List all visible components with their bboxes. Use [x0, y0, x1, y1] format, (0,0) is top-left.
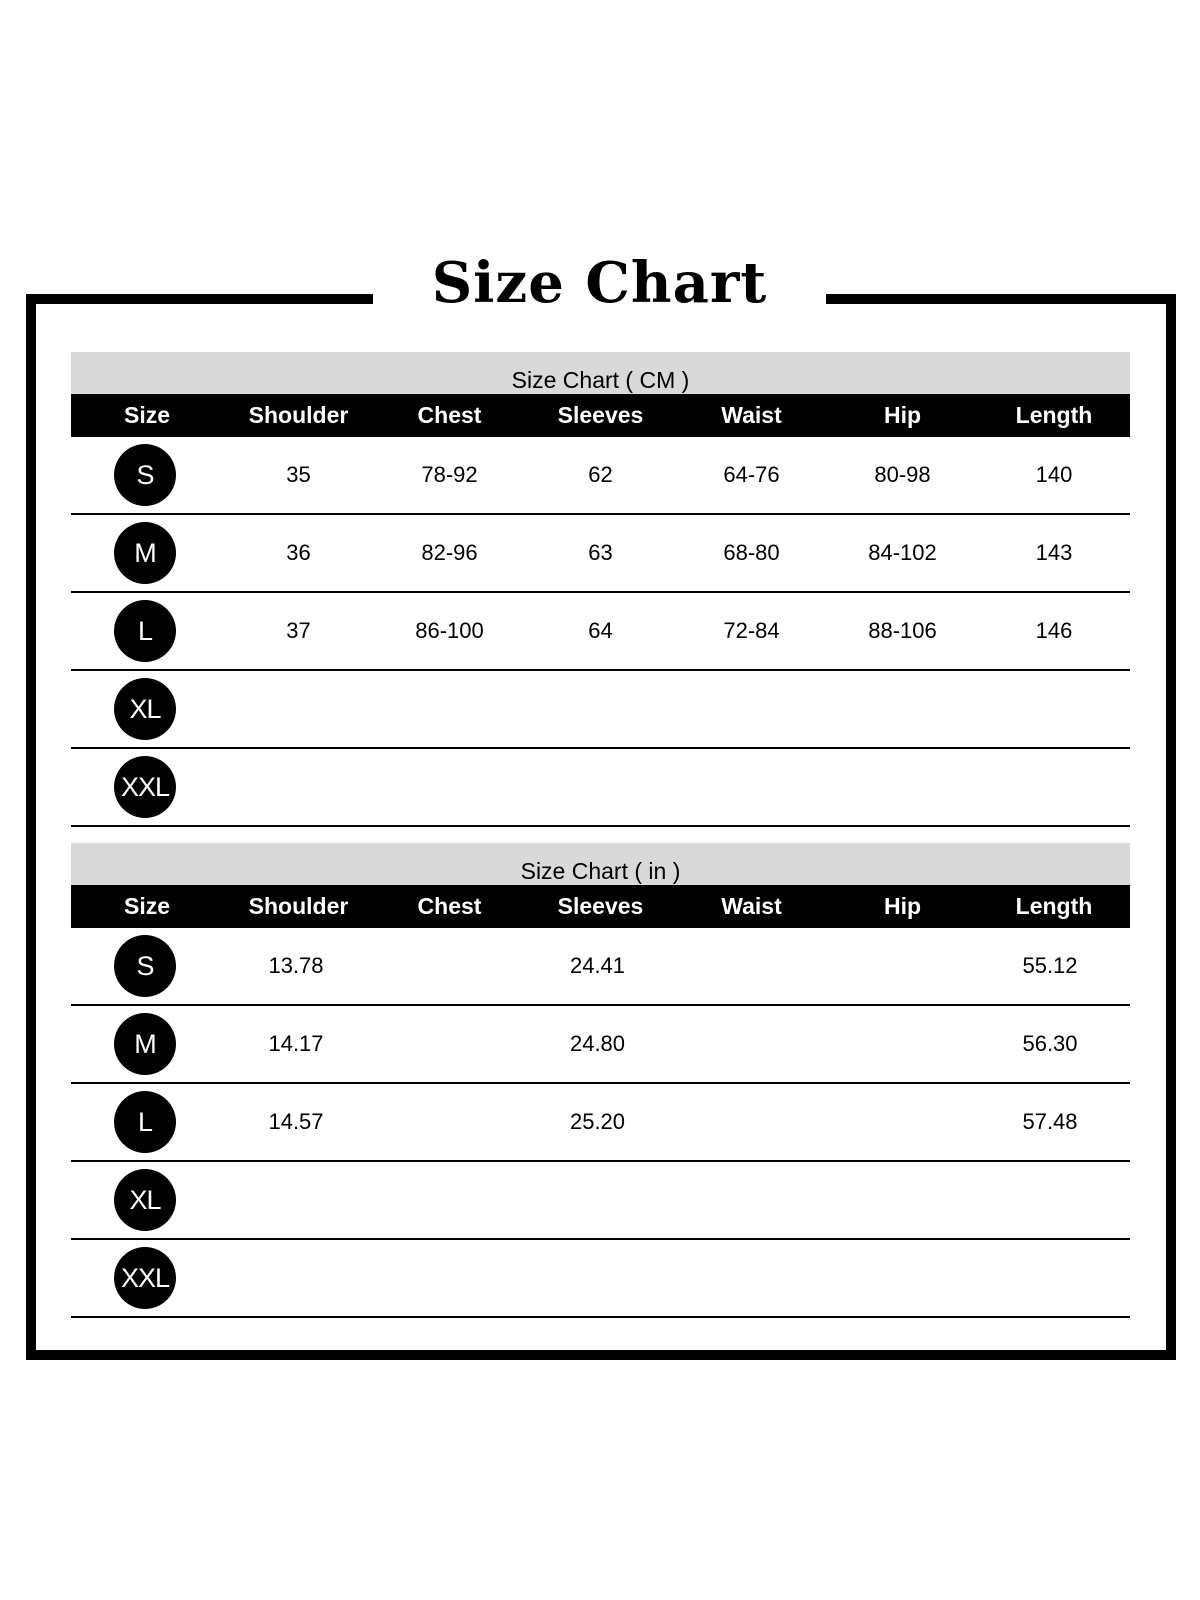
table-row — [71, 749, 1130, 827]
table-caption — [71, 352, 1130, 394]
size-badge: XXL — [114, 1247, 176, 1309]
header-sleeves: Sleeves — [557, 893, 644, 919]
length-cell: 143 — [1035, 540, 1073, 565]
size-cell — [71, 600, 223, 662]
table-row — [71, 515, 1130, 593]
page-title: Size Chart — [431, 250, 768, 316]
table-row — [71, 593, 1130, 671]
sleeves-cell: 24.80 — [569, 1031, 626, 1056]
length-cell: 55.12 — [1022, 953, 1078, 978]
size-cell — [71, 935, 223, 997]
table-header — [71, 885, 1130, 928]
chest-cell: 86-100 — [415, 618, 484, 643]
sleeves-cell: 62 — [588, 462, 613, 487]
size-badge: L — [114, 600, 176, 662]
size-cell — [71, 1091, 223, 1153]
size-cell — [71, 444, 223, 506]
table-header — [71, 394, 1130, 437]
header-waist: Waist — [721, 402, 782, 428]
header-size: Size — [123, 893, 171, 919]
header-chest: Chest — [417, 402, 482, 428]
hip-cell: 80-98 — [874, 462, 931, 487]
shoulder-cell: 35 — [286, 462, 311, 487]
size-cell — [71, 756, 223, 818]
table-row — [71, 1162, 1130, 1240]
length-cell: 140 — [1035, 462, 1073, 487]
sleeves-cell: 63 — [588, 540, 613, 565]
header-chest: Chest — [417, 893, 482, 919]
sleeves-cell: 64 — [588, 618, 613, 643]
table-row — [71, 1006, 1130, 1084]
size-cell — [71, 1247, 223, 1309]
size-cell — [71, 522, 223, 584]
shoulder-cell: 36 — [286, 540, 311, 565]
header-waist: Waist — [721, 893, 782, 919]
header-length: Length — [1015, 893, 1093, 919]
frame-top-left-line — [26, 294, 373, 304]
waist-cell: 68-80 — [723, 540, 780, 565]
caption-text: Size Chart ( in ) — [520, 858, 681, 884]
table-caption — [71, 843, 1130, 885]
sleeves-cell: 24.41 — [569, 953, 626, 978]
header-shoulder: Shoulder — [248, 402, 349, 428]
shoulder-cell: 37 — [286, 618, 311, 643]
table-row — [71, 1084, 1130, 1162]
size-cell — [71, 1169, 223, 1231]
caption-text: Size Chart ( CM ) — [511, 367, 690, 393]
header-length: Length — [1015, 402, 1093, 428]
size-badge: XL — [114, 678, 176, 740]
hip-cell: 84-102 — [868, 540, 937, 565]
size-badge: L — [114, 1091, 176, 1153]
table-row — [71, 928, 1130, 1006]
size-cell — [71, 678, 223, 740]
hip-cell: 88-106 — [868, 618, 937, 643]
table-row — [71, 671, 1130, 749]
size-chart-in — [71, 843, 1130, 1318]
sleeves-cell: 25.20 — [569, 1109, 626, 1134]
chest-cell: 82-96 — [421, 540, 478, 565]
size-badge: XXL — [114, 756, 176, 818]
size-badge: XL — [114, 1169, 176, 1231]
header-sleeves: Sleeves — [557, 402, 644, 428]
shoulder-cell: 14.17 — [268, 1031, 324, 1056]
header-size: Size — [123, 402, 171, 428]
size-chart-cm — [71, 352, 1130, 827]
table-row — [71, 1240, 1130, 1318]
waist-cell: 64-76 — [723, 462, 780, 487]
header-hip: Hip — [883, 893, 922, 919]
header-shoulder: Shoulder — [248, 893, 349, 919]
frame-top-right-line — [826, 294, 1176, 304]
size-badge: M — [114, 522, 176, 584]
size-badge: S — [114, 444, 176, 506]
length-cell: 56.30 — [1022, 1031, 1078, 1056]
table-row — [71, 437, 1130, 515]
size-badge: M — [114, 1013, 176, 1075]
header-hip: Hip — [883, 402, 922, 428]
waist-cell: 72-84 — [723, 618, 780, 643]
shoulder-cell: 13.78 — [268, 953, 324, 978]
length-cell: 146 — [1035, 618, 1073, 643]
chest-cell: 78-92 — [421, 462, 478, 487]
shoulder-cell: 14.57 — [268, 1109, 324, 1134]
size-cell — [71, 1013, 223, 1075]
size-badge: S — [114, 935, 176, 997]
length-cell: 57.48 — [1022, 1109, 1078, 1134]
